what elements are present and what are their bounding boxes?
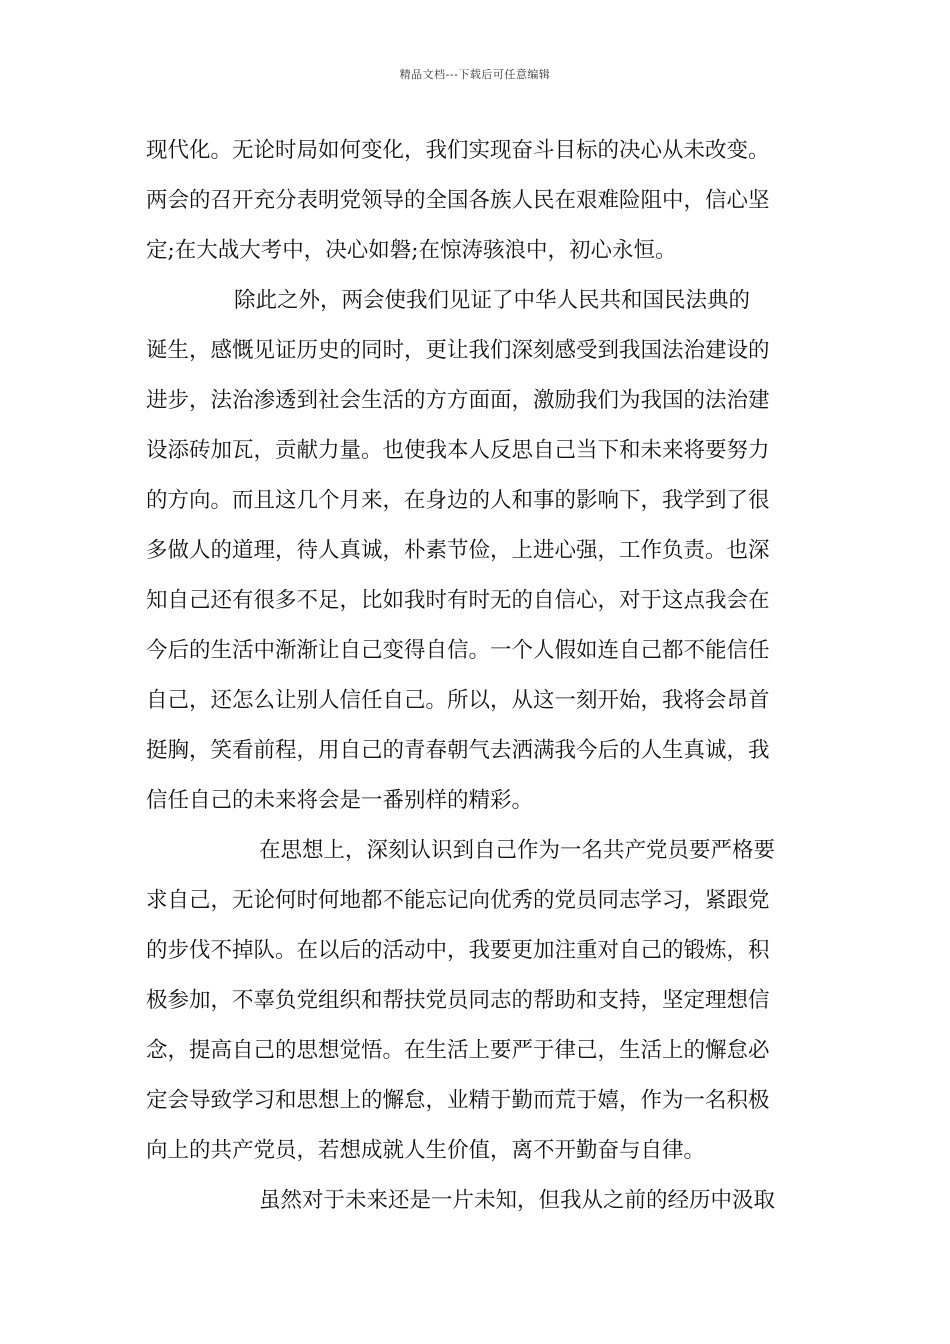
text-line: 知自己还有很多不足，比如我时有时无的自信心，对于这点我会在 <box>146 588 770 613</box>
text-line: 自己，还怎么让别人信任自己。所以，从这一刻开始，我将会昂首 <box>146 688 770 713</box>
text-line: 求自己，无论何时何地都不能忘记向优秀的党员同志学习，紧跟党 <box>146 888 770 913</box>
text-line: 向上的共产党员，若想成就人生价值，离不开勤奋与自律。 <box>146 1138 706 1163</box>
text-line: 进步，法治渗透到社会生活的方方面面，激励我们为我国的法治建 <box>146 388 770 413</box>
text-line: 的步伐不掉队。在以后的活动中，我要更加注重对自己的锻炼，积 <box>146 938 770 963</box>
text-line: 信任自己的未来将会是一番别样的精彩。 <box>146 788 534 813</box>
paragraph-start-line: 虽然对于未来还是一片未知，但我从之前的经历中汲取 <box>259 1188 776 1213</box>
text-line: 现代化。无论时局如何变化，我们实现奋斗目标的决心从未改变。 <box>146 138 770 163</box>
text-line: 定会导致学习和思想上的懈怠，业精于勤而荒于嬉，作为一名积极 <box>146 1088 770 1113</box>
text-line: 多做人的道理，待人真诚，朴素节俭，上进心强，工作负责。也深 <box>146 538 770 563</box>
text-line: 两会的召开充分表明党领导的全国各族人民在艰难险阻中，信心坚 <box>146 188 770 213</box>
text-line: 设添砖加瓦，贡献力量。也使我本人反思自己当下和未来将要努力 <box>146 438 770 463</box>
document-body <box>146 126 810 1226</box>
text-line: 诞生，感慨见证历史的同时，更让我们深刻感受到我国法治建设的 <box>146 338 770 363</box>
text-line: 今后的生活中渐渐让自己变得自信。一个人假如连自己都不能信任 <box>146 638 770 663</box>
paragraph-start-line: 在思想上，深刻认识到自己作为一名共产党员要严格要 <box>259 838 776 863</box>
text-line: 念，提高自己的思想觉悟。在生活上要严于律己，生活上的懈怠必 <box>146 1038 770 1063</box>
text-line: 定;在大战大考中，决心如磐;在惊涛骇浪中，初心永恒。 <box>146 238 677 263</box>
text-line: 挺胸，笑看前程，用自己的青春朝气去洒满我今后的人生真诚，我 <box>146 738 770 763</box>
paragraph-start-line: 除此之外，两会使我们见证了中华人民共和国民法典的 <box>234 288 751 313</box>
text-line: 极参加，不辜负党组织和帮扶党员同志的帮助和支持，坚定理想信 <box>146 988 770 1013</box>
text-line: 的方向。而且这几个月来，在身边的人和事的影响下，我学到了很 <box>146 488 770 513</box>
page-header: 精品文档---下载后可任意编辑 <box>399 68 551 81</box>
